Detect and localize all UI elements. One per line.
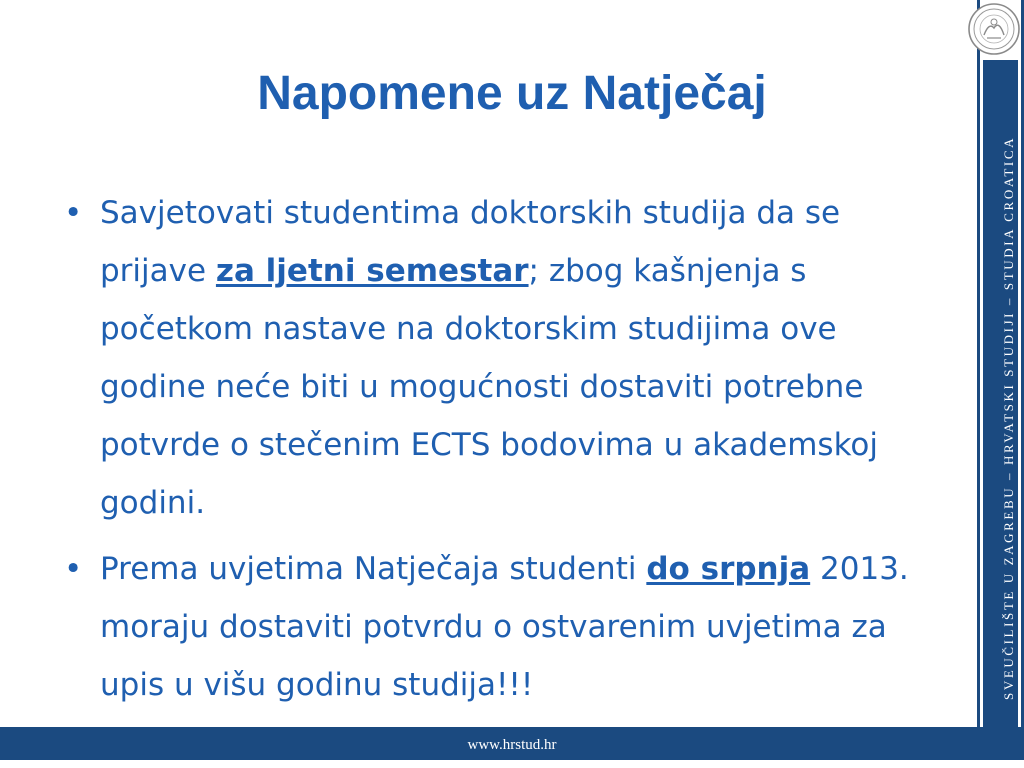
bullet-1-text-end: ; zbog kašnjenja s početkom nastave na doktorskim studijima ove godine neće biti u mogućnosti dostaviti potrebne potvrde o stečenim ECTS bodovima u akademskoj godini.: [100, 253, 878, 521]
bullet-2-text-start: Prema uvjetima Natječaja studenti: [100, 551, 647, 587]
bullet-2-text-end: 2013. moraju dostaviti potvrdu o ostvarenim uvjetima za upis u višu godinu studija!!!: [100, 551, 909, 703]
bullet-1-emphasis: za ljetni semestar: [215, 253, 529, 289]
bullet-2-emphasis: do srpnja: [646, 551, 811, 587]
bullet-item-1: [62, 184, 942, 532]
bullet-item-2: [62, 540, 942, 714]
slide-title: Napomene uz Natječaj: [257, 67, 767, 120]
bottom-strip: [0, 760, 1024, 768]
bullet-list: [62, 184, 942, 722]
bullet-1-text-start: Savjetovati studentima doktorskih studija da se prijave: [100, 195, 841, 289]
university-seal-icon: [967, 2, 1021, 56]
bullet-icon: •: [64, 551, 83, 587]
bullet-icon: •: [64, 195, 83, 231]
university-name-vertical: SVEUČILIŠTE U ZAGREBU – HRVATSKI STUDIJI – STUDIA CROATICA: [1001, 135, 1016, 700]
footer-url: www.hrstud.hr: [467, 737, 557, 753]
